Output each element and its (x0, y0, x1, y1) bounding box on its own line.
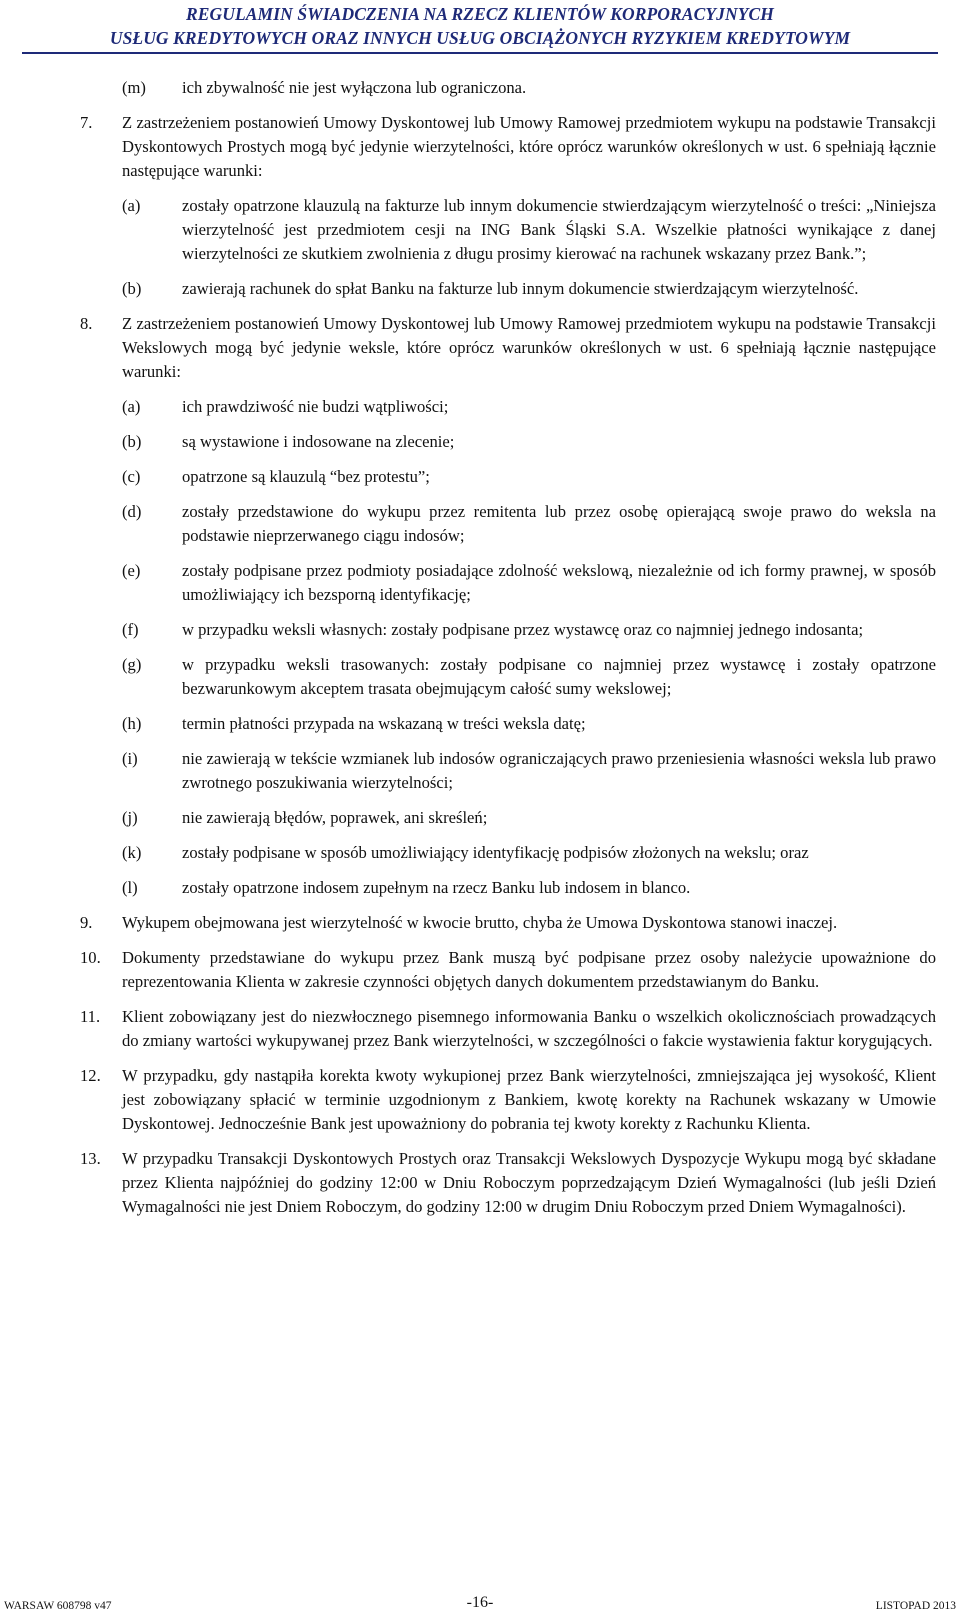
item-text: w przypadku weksli własnych: zostały podpisane przez wystawcę oraz co najmniej jednego indosanta; (182, 620, 864, 639)
item-text: ich zbywalność nie jest wyłączona lub ograniczona. (182, 78, 527, 97)
paragraph-10 (0, 946, 960, 994)
paragraph-text: W przypadku, gdy nastąpiła korekta kwoty wykupionej przez Bank wierzytelności, zmniejszająca jej wysokość, Klient jest zobowiązany spłacić w terminie uzgodnionym z Bankiem, kwotę korekty na Rachunek wskazany w Umowie Dyskontowej. Jednocześnie Bank jest upoważniony do pobrania tej kwoty korekty z Rachunku Klienta. (122, 1066, 936, 1133)
paragraph-11 (0, 1005, 960, 1053)
footer-date: LISTOPAD 2013 (875, 1600, 956, 1612)
paragraph-number: 11. (80, 1007, 101, 1026)
item-text: zawierają rachunek do spłat Banku na fakturze lub innym dokumencie stwierdzającym wierzytelność. (182, 279, 859, 298)
footer-document-id: WARSAW 608798 v47 (4, 1600, 112, 1612)
document-body (0, 76, 960, 1230)
item-label: (l) (122, 878, 138, 897)
paragraph-number: 13. (80, 1149, 101, 1168)
item-text: termin płatności przypada na wskazaną w treści weksla datę; (182, 714, 586, 733)
list-item (0, 465, 960, 489)
paragraph-number: 8. (80, 314, 93, 333)
item-label: (b) (122, 279, 142, 298)
paragraph-text: Z zastrzeżeniem postanowień Umowy Dyskontowej lub Umowy Ramowej przedmiotem wykupu na podstawie Transakcji Dyskontowych Prostych mogą być jedynie wierzytelności, które oprócz warunków określonych w ust. 6 spełniają łącznie następujące warunki: (122, 113, 936, 180)
list-item (0, 653, 960, 701)
item-text: zostały przedstawione do wykupu przez remitenta lub przez osobę opierającą swoje prawo do weksla na podstawie nieprzerwanego ciągu indosów; (182, 502, 936, 545)
page-number: -16- (466, 1594, 494, 1611)
item-text: opatrzone są klauzulą “bez protestu”; (182, 467, 430, 486)
item-label: (a) (122, 397, 141, 416)
item-text: nie zawierają w tekście wzmianek lub indosów ograniczających prawo przeniesienia własności weksla lub prawo zwrotnego poszukiwania wierzytelności; (182, 749, 936, 792)
paragraph-number: 7. (80, 113, 93, 132)
list-item (0, 277, 960, 301)
list-item (0, 876, 960, 900)
item-text: są wystawione i indosowane na zlecenie; (182, 432, 455, 451)
item-label: (a) (122, 196, 141, 215)
item-text: zostały podpisane w sposób umożliwiający identyfikację podpisów złożonych na wekslu; oraz (182, 843, 809, 862)
list-item (0, 430, 960, 454)
item-label: (j) (122, 808, 138, 827)
list-item (0, 395, 960, 419)
item-text: zostały podpisane przez podmioty posiadające zdolność wekslową, niezależnie od ich formy prawnej, w sposób umożliwiający ich bezsporną identyfikację; (182, 561, 936, 604)
item-label: (c) (122, 467, 141, 486)
paragraph-number: 10. (80, 948, 101, 967)
list-item-m (0, 76, 960, 100)
paragraph-number: 12. (80, 1066, 101, 1085)
list-item (0, 194, 960, 266)
paragraph-8 (0, 312, 960, 384)
list-item (0, 618, 960, 642)
item-label: (k) (122, 843, 142, 862)
list-item (0, 806, 960, 830)
item-label: (g) (122, 655, 142, 674)
paragraph-text: Wykupem obejmowana jest wierzytelność w kwocie brutto, chyba że Umowa Dyskontowa stanowi inaczej. (122, 913, 838, 932)
item-label: (b) (122, 432, 142, 451)
document-footer (0, 1596, 960, 1620)
paragraph-13 (0, 1147, 960, 1219)
item-label: (i) (122, 749, 138, 768)
paragraph-text: Klient zobowiązany jest do niezwłocznego pisemnego informowania Banku o wszelkich okolicznościach prowadzących do zmiany wartości wykupywanej przez Bank wierzytelności, w szczególności o fakcie wystawienia faktur korygujących. (122, 1007, 936, 1050)
list-item (0, 500, 960, 548)
list-item (0, 841, 960, 865)
item-text: zostały opatrzone indosem zupełnym na rzecz Banku lub indosem in blanco. (182, 878, 691, 897)
header-divider (22, 52, 938, 54)
item-label: (m) (122, 78, 146, 97)
header-line-1: REGULAMIN ŚWIADCZENIA NA RZECZ KLIENTÓW KORPORACYJNYCH (185, 4, 775, 24)
item-label: (d) (122, 502, 142, 521)
paragraph-12 (0, 1064, 960, 1136)
item-label: (f) (122, 620, 139, 639)
item-text: nie zawierają błędów, poprawek, ani skreśleń; (182, 808, 488, 827)
header-line-2: USŁUG KREDYTOWYCH ORAZ INNYCH USŁUG OBCIĄŻONYCH RYZYKIEM KREDYTOWYM (109, 28, 851, 48)
paragraph-9 (0, 911, 960, 935)
paragraph-7 (0, 111, 960, 183)
list-item (0, 712, 960, 736)
item-label: (e) (122, 561, 141, 580)
item-text: w przypadku weksli trasowanych: zostały podpisane co najmniej przez wystawcę i zostały opatrzone bezwarunkowym akceptem trasata obejmującym całość sumy wekslowej; (182, 655, 936, 698)
item-text: zostały opatrzone klauzulą na fakturze lub innym dokumencie stwierdzającym wierzytelność o treści: „Niniejsza wierzytelność jest przedmiotem cesji na ING Bank Śląski S.A. Wszelkie płatności wynikające z danej wierzytelności ze skutkiem zwolnienia z długu prosimy kierować na rachunek wskazany przez Bank.”; (182, 196, 936, 263)
paragraph-text: Z zastrzeżeniem postanowień Umowy Dyskontowej lub Umowy Ramowej przedmiotem wykupu na podstawie Transakcji Wekslowych mogą być jedynie weksle, które oprócz warunków określonych w ust. 6 spełniają łącznie następujące warunki: (122, 314, 936, 381)
paragraph-text: Dokumenty przedstawiane do wykupu przez Bank muszą być podpisane przez osoby należycie upoważnione do reprezentowania Klienta w zakresie czynności objętych danych dokumentem przedstawianym do Banku. (122, 948, 936, 991)
paragraph-number: 9. (80, 913, 93, 932)
item-text: ich prawdziwość nie budzi wątpliwości; (182, 397, 449, 416)
list-item (0, 747, 960, 795)
list-item (0, 559, 960, 607)
paragraph-text: W przypadku Transakcji Dyskontowych Prostych oraz Transakcji Wekslowych Dyspozycje Wykupu mogą być składane przez Klienta najpóźniej do godziny 12:00 w Dniu Roboczym poprzedzającym Dzień Wymagalności (lub jeśli Dzień Wymagalności nie jest Dniem Roboczym, do godziny 12:00 w drugim Dniu Roboczym przed Dniem Wymagalności). (122, 1149, 936, 1216)
item-label: (h) (122, 714, 142, 733)
document-header (0, 2, 960, 50)
